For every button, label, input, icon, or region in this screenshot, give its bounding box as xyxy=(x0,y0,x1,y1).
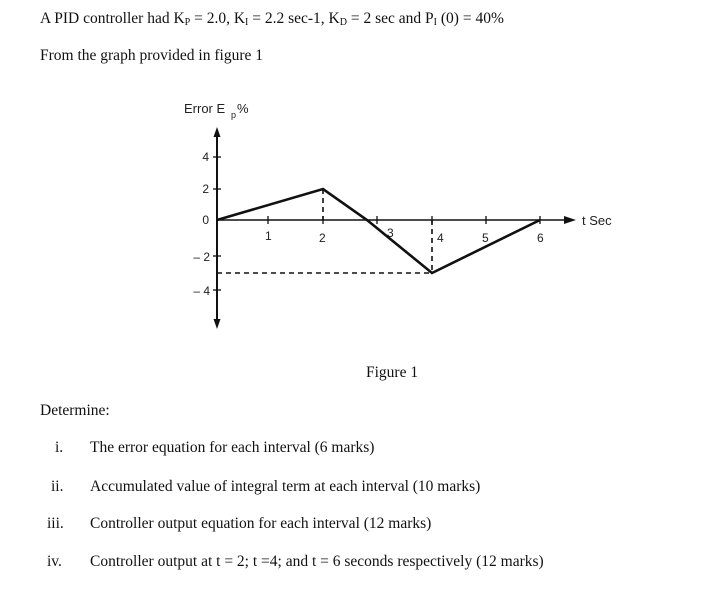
x-axis-label: t Sec xyxy=(582,213,612,228)
statement-text: A PID controller had K xyxy=(40,10,185,27)
svg-text:2: 2 xyxy=(202,182,209,196)
y-arrow-down-icon xyxy=(214,319,221,329)
question-number: iii. xyxy=(47,515,64,532)
svg-text:6: 6 xyxy=(537,231,544,245)
question-text: The error equation for each interval (6 marks) xyxy=(90,439,375,456)
question-number: ii. xyxy=(51,478,64,495)
figure-caption: Figure 1 xyxy=(366,364,419,381)
svg-text:– 4: – 4 xyxy=(193,284,210,298)
y-axis-label-pct: % xyxy=(237,101,249,116)
x-arrow-icon xyxy=(564,216,576,224)
determine-label: Determine: xyxy=(40,402,110,419)
svg-text:0: 0 xyxy=(202,213,209,227)
svg-text:5: 5 xyxy=(482,231,489,245)
kp-value: = 2.0, K xyxy=(190,10,246,27)
y-axis-label: Error E xyxy=(184,101,226,116)
question-number: i. xyxy=(55,439,64,456)
kd-value: = 2 sec and P xyxy=(346,10,434,27)
pi-subscript: I xyxy=(433,17,437,28)
svg-text:4: 4 xyxy=(202,150,209,164)
ki-value: = 2.2 sec-1, K xyxy=(248,10,340,27)
y-arrow-up-icon xyxy=(214,127,221,137)
svg-text:2: 2 xyxy=(319,231,326,245)
question-number: iv. xyxy=(47,553,62,570)
svg-text:3: 3 xyxy=(387,226,394,240)
pi-value: (0) = 40% xyxy=(437,10,504,27)
y-axis-label-sub: p xyxy=(231,110,237,120)
kp-subscript: P xyxy=(184,17,191,28)
question-text: Accumulated value of integral term at each interval (10 marks) xyxy=(90,478,481,495)
svg-text:1: 1 xyxy=(265,229,272,243)
svg-text:4: 4 xyxy=(437,231,444,245)
question-text: Controller output equation for each interval (12 marks) xyxy=(90,515,432,532)
graph-reference: From the graph provided in figure 1 xyxy=(40,47,263,64)
kd-subscript: D xyxy=(339,17,347,28)
question-text: Controller output at t = 2; t =4; and t = 6 seconds respectively (12 marks) xyxy=(90,553,544,570)
svg-text:– 2: – 2 xyxy=(193,250,210,264)
ki-subscript: I xyxy=(245,17,249,28)
